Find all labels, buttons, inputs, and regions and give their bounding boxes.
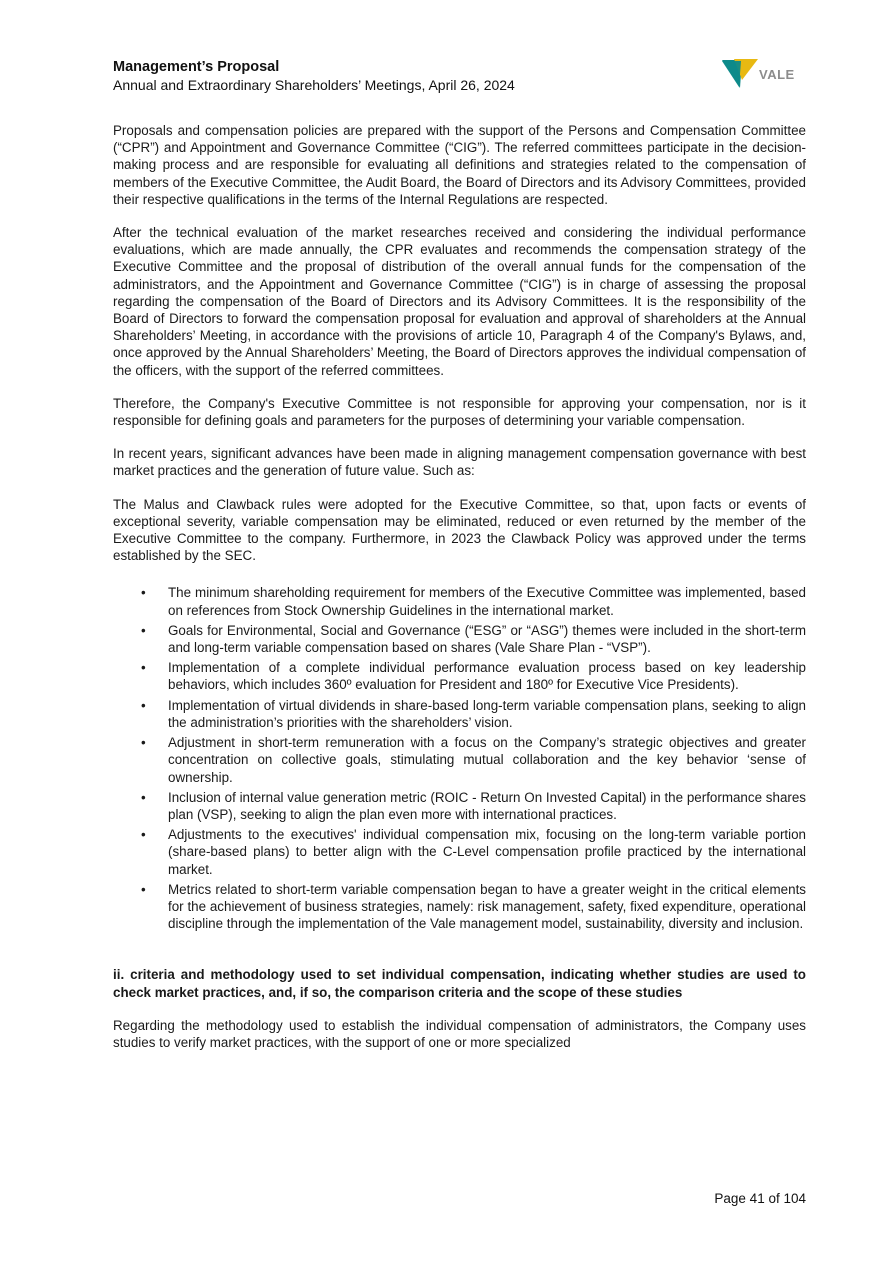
list-item [141,734,806,786]
bullet-icon: • [141,622,146,638]
header-title: Management’s Proposal [113,59,280,75]
paragraph: Proposals and compensation policies are prepared with the support of the Persons and Compensation Committee (“CPR”) and Appointment and Governance Committee (“CIG”). The referred committees participate in the decision-making process and are responsible for evaluating all definitions and strategies related to the compensation of members of the Executive Committee, the Audit Board, the Board of Directors and its Advisory Committees, provided their respective qualifications in the terms of the Internal Regulations are respected. [113,123,806,207]
vale-logo [720,56,804,90]
list-item [141,697,806,731]
bullet-icon: • [141,881,146,897]
vale-logo-icon [720,56,760,90]
paragraph: The Malus and Clawback rules were adopted for the Executive Committee, so that, upon facts or events of exceptional severity, variable compensation may be eliminated, reduced or even returned by the member of the Executive Committee to the company. Furthermore, in 2023 the Clawback Policy was approved under the terms established by the SEC. [113,496,806,564]
document-body [113,122,806,1067]
logo-text: VALE [759,67,795,82]
list-item-text: The minimum shareholding requirement for members of the Executive Committee was implemented, based on references from Stock Ownership Guidelines in the international market. [168,585,806,618]
bullet-icon: • [141,735,146,751]
header-subtitle: Annual and Extraordinary Shareholders’ Meetings, April 26, 2024 [113,77,515,93]
section-heading: ii. criteria and methodology used to set individual compensation, indicating whether studies are used to check market practices, and, if so, the comparison criteria and the scope of these studies [113,967,806,1000]
bullet-icon: • [141,660,146,676]
list-item [141,584,806,618]
page-header [113,58,673,94]
list-item-text: Inclusion of internal value generation metric (ROIC - Return On Invested Capital) in the performance shares plan (VSP), seeking to align the plan even more with international practices. [168,789,806,822]
list-item-text: Adjustments to the executives' individual compensation mix, focusing on the long-term variable portion (share-based plans) to better align with the C-Level compensation profile practiced by the international market. [168,827,806,877]
list-item-text: Metrics related to short-term variable compensation began to have a greater weight in the critical elements for the achievement of business strategies, namely: risk management, safety, fixed expenditure, operational discipline through the implementation of the Vale management model, sustainability, diversity and inclusion. [168,881,806,932]
page-number: Page 41 of 104 [714,1191,806,1206]
list-item-text: Goals for Environmental, Social and Governance (“ESG” or “ASG”) themes were included in the short-term and long-term variable compensation based on shares (Vale Share Plan - “VSP”). [168,622,806,656]
list-item-text: Implementation of virtual dividends in share-based long-term variable compensation plans, seeking to align the administration’s priorities with the shareholders’ vision. [168,697,806,730]
advances-list [113,584,806,932]
list-item-text: Implementation of a complete individual performance evaluation process based on key leadership behaviors, which includes 360º evaluation for President and 180º for Executive Vice Presidents). [168,660,806,693]
paragraph: After the technical evaluation of the market researches received and considering the individual performance evaluations, which are made annually, the CPR evaluates and recommends the compensation strategy of the Executive Committee and the proposal of distribution of the overall annual funds for the compensation of the administrators, and the Appointment and Governance Committee (“CIG”) is in charge of assessing the proposal regarding the compensation of the Board of Directors and its Advisory Committees. It is the responsibility of the Board of Directors to forward the compensation proposal for evaluation and approval of shareholders at the Annual Shareholders’ Meeting, in accordance with the provisions of article 10, Paragraph 4 of the Company's Bylaws, and, once approved by the Annual Shareholders’ Meeting, the Board of Directors approves the individual compensation of the officers, with the support of the referred committees. [113,225,806,378]
bullet-icon: • [141,789,146,805]
bullet-icon: • [141,585,146,601]
closing-paragraph: Regarding the methodology used to establish the individual compensation of administrators, the Company uses studies to verify market practices, with the support of one or more specialized [113,1017,806,1050]
paragraph: Therefore, the Company's Executive Committee is not responsible for approving your compensation, nor is it responsible for defining goals and parameters for the purposes of determining your variable compensation. [113,395,806,429]
list-item [141,881,806,933]
list-item [141,659,806,693]
list-item-text: Adjustment in short-term remuneration with a focus on the Company’s strategic objectives and greater concentration on collective goals, stimulating mutual collaboration and the key behavior ‘sense of ownership. [168,735,806,785]
bullet-icon: • [141,827,146,843]
paragraph: In recent years, significant advances have been made in aligning management compensation governance with best market practices and the generation of future value. Such as: [113,446,806,479]
list-item [141,789,806,823]
list-item [141,622,806,656]
list-item [141,826,806,878]
bullet-icon: • [141,697,146,713]
